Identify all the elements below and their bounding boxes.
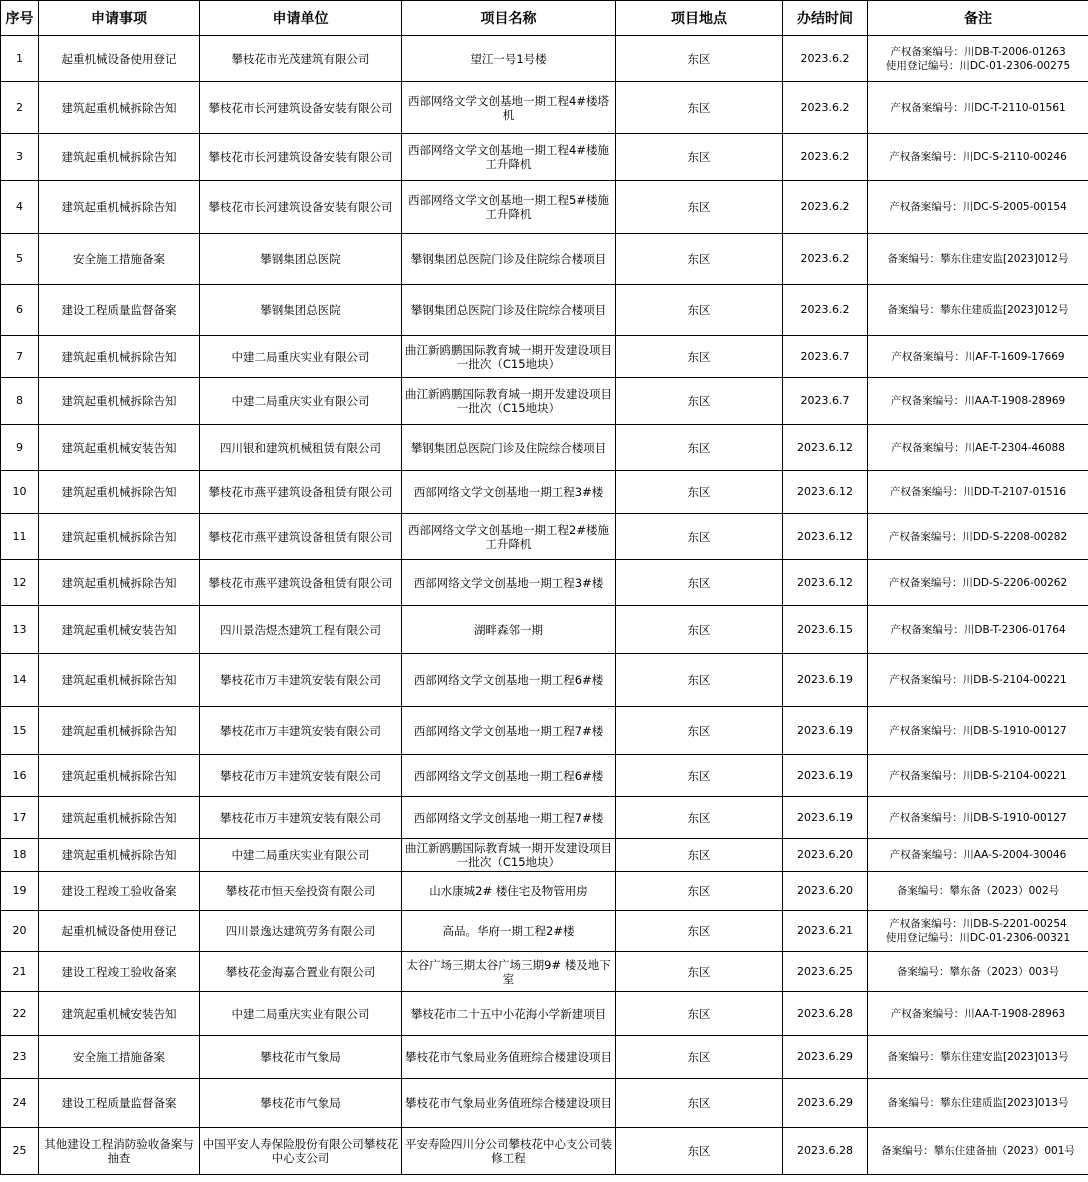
cell-remarks xyxy=(868,285,1088,336)
cell-application-item: 安全施工措施备案 xyxy=(39,1036,200,1079)
cell-application-item: 建筑起重机械拆除告知 xyxy=(39,514,200,560)
cell-completion-date: 2023.6.12 xyxy=(783,514,868,560)
cell-remarks xyxy=(868,992,1088,1036)
table-row xyxy=(1,911,1088,952)
cell-index: 8 xyxy=(1,378,39,425)
cell-applicant-unit: 攀枝花市长河建筑设备安装有限公司 xyxy=(200,82,402,134)
cell-project-location: 东区 xyxy=(616,911,783,952)
cell-applicant-unit: 攀枝花市万丰建筑安装有限公司 xyxy=(200,654,402,707)
cell-completion-date: 2023.6.2 xyxy=(783,36,868,82)
cell-applicant-unit: 攀枝花金海嘉合置业有限公司 xyxy=(200,952,402,992)
header-project-location: 项目地点 xyxy=(616,1,783,36)
remark-line: 备案编号：攀东住建安监[2023]013号 xyxy=(887,1051,1069,1063)
header-row xyxy=(1,1,1088,36)
cell-project-location: 东区 xyxy=(616,378,783,425)
cell-application-item: 建筑起重机械拆除告知 xyxy=(39,797,200,839)
cell-index: 11 xyxy=(1,514,39,560)
cell-project-location: 东区 xyxy=(616,285,783,336)
cell-remarks xyxy=(868,560,1088,606)
cell-project-name: 攀枝花市气象局业务值班综合楼建设项目 xyxy=(402,1079,616,1128)
cell-application-item: 建筑起重机械拆除告知 xyxy=(39,654,200,707)
table-row xyxy=(1,755,1088,797)
cell-application-item: 建筑起重机械拆除告知 xyxy=(39,378,200,425)
cell-remarks xyxy=(868,654,1088,707)
cell-applicant-unit: 中建二局重庆实业有限公司 xyxy=(200,839,402,872)
cell-project-location: 东区 xyxy=(616,134,783,181)
cell-project-name: 太谷广场三期太谷广场三期9# 楼及地下室 xyxy=(402,952,616,992)
cell-applicant-unit: 中建二局重庆实业有限公司 xyxy=(200,336,402,378)
table-row xyxy=(1,234,1088,285)
cell-completion-date: 2023.6.7 xyxy=(783,378,868,425)
cell-project-location: 东区 xyxy=(616,336,783,378)
cell-applicant-unit: 攀枝花市万丰建筑安装有限公司 xyxy=(200,707,402,755)
cell-application-item: 起重机械设备使用登记 xyxy=(39,36,200,82)
cell-project-location: 东区 xyxy=(616,872,783,911)
cell-applicant-unit: 攀枝花市燕平建筑设备租赁有限公司 xyxy=(200,514,402,560)
cell-project-name: 西部网络文学文创基地一期工程3#楼 xyxy=(402,471,616,514)
remark-line-2: 使用登记编号：川DC-01-2306-00275 xyxy=(885,59,1071,72)
cell-project-name: 平安寿险四川分公司攀枝花中心支公司装修工程 xyxy=(402,1128,616,1175)
cell-project-name: 山水康城2# 楼住宅及物管用房 xyxy=(402,872,616,911)
cell-application-item: 安全施工措施备案 xyxy=(39,234,200,285)
cell-application-item: 建筑起重机械拆除告知 xyxy=(39,181,200,234)
remark-line: 备案编号：攀东备（2023）003号 xyxy=(896,965,1060,978)
cell-index: 10 xyxy=(1,471,39,514)
cell-completion-date: 2023.6.29 xyxy=(783,1079,868,1128)
header-remarks: 备注 xyxy=(868,1,1088,36)
cell-application-item: 建筑起重机械拆除告知 xyxy=(39,471,200,514)
table-row xyxy=(1,1128,1088,1175)
cell-index: 9 xyxy=(1,425,39,471)
cell-applicant-unit: 攀枝花市万丰建筑安装有限公司 xyxy=(200,755,402,797)
cell-project-name: 西部网络文学文创基地一期工程3#楼 xyxy=(402,560,616,606)
cell-application-item: 建筑起重机械拆除告知 xyxy=(39,755,200,797)
remark-line: 备案编号：攀东住建备抽（2023）001号 xyxy=(881,1145,1075,1157)
cell-project-location: 东区 xyxy=(616,707,783,755)
cell-project-location: 东区 xyxy=(616,839,783,872)
cell-completion-date: 2023.6.28 xyxy=(783,992,868,1036)
cell-completion-date: 2023.6.28 xyxy=(783,1128,868,1175)
cell-completion-date: 2023.6.2 xyxy=(783,181,868,234)
cell-project-location: 东区 xyxy=(616,181,783,234)
remark-line: 产权备案编号：川AF-T-1609-17669 xyxy=(891,350,1065,363)
cell-remarks xyxy=(868,378,1088,425)
cell-project-location: 东区 xyxy=(616,82,783,134)
remark-line: 产权备案编号：川DC-S-2005-00154 xyxy=(889,201,1067,213)
cell-index: 16 xyxy=(1,755,39,797)
cell-project-name: 西部网络文学文创基地一期工程4#楼施工升降机 xyxy=(402,134,616,181)
cell-index: 5 xyxy=(1,234,39,285)
remark-line: 产权备案编号：川AA-T-1908-28963 xyxy=(890,1007,1066,1020)
cell-remarks xyxy=(868,606,1088,654)
cell-applicant-unit: 攀枝花市万丰建筑安装有限公司 xyxy=(200,797,402,839)
remark-line: 产权备案编号：川DB-S-2104-00221 xyxy=(889,769,1067,782)
cell-project-location: 东区 xyxy=(616,1036,783,1079)
table-row xyxy=(1,134,1088,181)
cell-applicant-unit: 攀枝花市燕平建筑设备租赁有限公司 xyxy=(200,560,402,606)
cell-remarks xyxy=(868,755,1088,797)
table-row xyxy=(1,952,1088,992)
cell-applicant-unit: 中建二局重庆实业有限公司 xyxy=(200,992,402,1036)
header-completion-date: 办结时间 xyxy=(783,1,868,36)
header-project-name: 项目名称 xyxy=(402,1,616,36)
table-row xyxy=(1,82,1088,134)
cell-applicant-unit: 攀枝花市光茂建筑有限公司 xyxy=(200,36,402,82)
cell-completion-date: 2023.6.12 xyxy=(783,560,868,606)
cell-index: 7 xyxy=(1,336,39,378)
remark-line: 产权备案编号：川AA-S-2004-30046 xyxy=(889,849,1067,861)
cell-index: 14 xyxy=(1,654,39,707)
table-row xyxy=(1,378,1088,425)
cell-project-location: 东区 xyxy=(616,606,783,654)
cell-remarks xyxy=(868,1128,1088,1175)
cell-application-item: 建设工程质量监督备案 xyxy=(39,285,200,336)
cell-completion-date: 2023.6.2 xyxy=(783,285,868,336)
table-row xyxy=(1,872,1088,911)
cell-project-name: 西部网络文学文创基地一期工程5#楼施工升降机 xyxy=(402,181,616,234)
cell-applicant-unit: 攀钢集团总医院 xyxy=(200,285,402,336)
table-row xyxy=(1,654,1088,707)
cell-completion-date: 2023.6.19 xyxy=(783,797,868,839)
cell-application-item: 建筑起重机械拆除告知 xyxy=(39,560,200,606)
cell-index: 15 xyxy=(1,707,39,755)
cell-completion-date: 2023.6.2 xyxy=(783,234,868,285)
cell-project-location: 东区 xyxy=(616,560,783,606)
cell-application-item: 建设工程竣工验收备案 xyxy=(39,952,200,992)
cell-completion-date: 2023.6.29 xyxy=(783,1036,868,1079)
cell-application-item: 建设工程竣工验收备案 xyxy=(39,872,200,911)
cell-remarks xyxy=(868,471,1088,514)
cell-application-item: 建筑起重机械拆除告知 xyxy=(39,707,200,755)
cell-completion-date: 2023.6.12 xyxy=(783,425,868,471)
cell-index: 19 xyxy=(1,872,39,911)
cell-remarks xyxy=(868,36,1088,82)
table-row xyxy=(1,1036,1088,1079)
cell-remarks xyxy=(868,707,1088,755)
cell-applicant-unit: 攀枝花市长河建筑设备安装有限公司 xyxy=(200,181,402,234)
cell-applicant-unit: 攀枝花市长河建筑设备安装有限公司 xyxy=(200,134,402,181)
cell-project-location: 东区 xyxy=(616,234,783,285)
cell-index: 24 xyxy=(1,1079,39,1128)
table-body xyxy=(1,36,1088,1175)
cell-application-item: 建筑起重机械安装告知 xyxy=(39,606,200,654)
cell-index: 1 xyxy=(1,36,39,82)
cell-project-location: 东区 xyxy=(616,425,783,471)
table-row xyxy=(1,285,1088,336)
cell-project-location: 东区 xyxy=(616,755,783,797)
cell-completion-date: 2023.6.25 xyxy=(783,952,868,992)
cell-project-location: 东区 xyxy=(616,1128,783,1175)
remark-line: 备案编号：攀东住建质监[2023]013号 xyxy=(887,1097,1069,1109)
cell-project-name: 西部网络文学文创基地一期工程7#楼 xyxy=(402,707,616,755)
cell-index: 21 xyxy=(1,952,39,992)
remark-line: 产权备案编号：川DB-S-1910-00127 xyxy=(889,724,1067,737)
remark-line: 产权备案编号：川AA-T-1908-28969 xyxy=(890,395,1066,407)
table-row xyxy=(1,514,1088,560)
cell-project-name: 西部网络文学文创基地一期工程6#楼 xyxy=(402,654,616,707)
cell-application-item: 建筑起重机械拆除告知 xyxy=(39,839,200,872)
cell-project-name: 西部网络文学文创基地一期工程7#楼 xyxy=(402,797,616,839)
cell-index: 20 xyxy=(1,911,39,952)
cell-project-name: 西部网络文学文创基地一期工程4#楼塔机 xyxy=(402,82,616,134)
remark-line-2: 使用登记编号：川DC-01-2306-00321 xyxy=(885,932,1071,944)
cell-project-name: 攀钢集团总医院门诊及住院综合楼项目 xyxy=(402,234,616,285)
cell-applicant-unit: 攀钢集团总医院 xyxy=(200,234,402,285)
table-row xyxy=(1,606,1088,654)
cell-application-item: 起重机械设备使用登记 xyxy=(39,911,200,952)
table-row xyxy=(1,336,1088,378)
cell-index: 25 xyxy=(1,1128,39,1175)
remark-line: 产权备案编号：川DB-T-2006-01263 xyxy=(890,45,1066,58)
table-row xyxy=(1,560,1088,606)
header-index: 序号 xyxy=(1,1,39,36)
cell-remarks xyxy=(868,839,1088,872)
cell-completion-date: 2023.6.20 xyxy=(783,872,868,911)
table-row xyxy=(1,471,1088,514)
cell-completion-date: 2023.6.21 xyxy=(783,911,868,952)
cell-remarks xyxy=(868,134,1088,181)
table-row xyxy=(1,1079,1088,1128)
cell-remarks xyxy=(868,1036,1088,1079)
cell-applicant-unit: 攀枝花市燕平建筑设备租赁有限公司 xyxy=(200,471,402,514)
cell-project-location: 东区 xyxy=(616,797,783,839)
cell-index: 12 xyxy=(1,560,39,606)
remark-line: 产权备案编号：川AE-T-2304-46088 xyxy=(891,441,1065,454)
cell-completion-date: 2023.6.19 xyxy=(783,755,868,797)
remark-line: 备案编号：攀东住建安监[2023]012号 xyxy=(887,253,1069,265)
cell-applicant-unit: 攀枝花市气象局 xyxy=(200,1079,402,1128)
cell-application-item: 建设工程质量监督备案 xyxy=(39,1079,200,1128)
cell-remarks xyxy=(868,514,1088,560)
cell-remarks xyxy=(868,425,1088,471)
cell-completion-date: 2023.6.19 xyxy=(783,654,868,707)
cell-remarks xyxy=(868,911,1088,952)
cell-project-location: 东区 xyxy=(616,992,783,1036)
header-application-item: 申请事项 xyxy=(39,1,200,36)
cell-project-location: 东区 xyxy=(616,952,783,992)
cell-project-name: 西部网络文学文创基地一期工程6#楼 xyxy=(402,755,616,797)
cell-index: 3 xyxy=(1,134,39,181)
cell-project-location: 东区 xyxy=(616,471,783,514)
cell-project-name: 攀钢集团总医院门诊及住院综合楼项目 xyxy=(402,285,616,336)
remark-line: 产权备案编号：川DB-T-2306-01764 xyxy=(890,623,1066,636)
cell-completion-date: 2023.6.15 xyxy=(783,606,868,654)
table-row xyxy=(1,839,1088,872)
cell-remarks xyxy=(868,336,1088,378)
remark-line: 产权备案编号：川DB-S-1910-00127 xyxy=(889,811,1067,824)
header-applicant-unit: 申请单位 xyxy=(200,1,402,36)
cell-completion-date: 2023.6.19 xyxy=(783,707,868,755)
table-row xyxy=(1,797,1088,839)
cell-project-name: 曲江新鸥鹏国际教育城一期开发建设项目一批次（C15地块） xyxy=(402,336,616,378)
cell-project-name: 高品。华府一期工程2#楼 xyxy=(402,911,616,952)
cell-completion-date: 2023.6.2 xyxy=(783,134,868,181)
remark-line: 产权备案编号：川DD-T-2107-01516 xyxy=(889,486,1067,498)
cell-applicant-unit: 攀枝花市气象局 xyxy=(200,1036,402,1079)
cell-index: 4 xyxy=(1,181,39,234)
cell-index: 22 xyxy=(1,992,39,1036)
cell-application-item: 建筑起重机械拆除告知 xyxy=(39,336,200,378)
cell-project-location: 东区 xyxy=(616,1079,783,1128)
cell-project-name: 攀枝花市二十五中小花海小学新建项目 xyxy=(402,992,616,1036)
cell-project-name: 曲江新鸥鹏国际教育城一期开发建设项目一批次（C15地块） xyxy=(402,839,616,872)
cell-completion-date: 2023.6.7 xyxy=(783,336,868,378)
cell-applicant-unit: 四川景浩煜杰建筑工程有限公司 xyxy=(200,606,402,654)
cell-remarks xyxy=(868,1079,1088,1128)
cell-completion-date: 2023.6.2 xyxy=(783,82,868,134)
cell-project-name: 攀枝花市气象局业务值班综合楼建设项目 xyxy=(402,1036,616,1079)
cell-index: 2 xyxy=(1,82,39,134)
cell-project-name: 曲江新鸥鹏国际教育城一期开发建设项目一批次（C15地块） xyxy=(402,378,616,425)
cell-remarks xyxy=(868,797,1088,839)
cell-project-name: 望江一号1号楼 xyxy=(402,36,616,82)
cell-application-item: 建筑起重机械安装告知 xyxy=(39,992,200,1036)
cell-project-location: 东区 xyxy=(616,36,783,82)
cell-application-item: 建筑起重机械安装告知 xyxy=(39,425,200,471)
cell-application-item: 其他建设工程消防验收备案与抽查 xyxy=(39,1128,200,1175)
cell-project-name: 西部网络文学文创基地一期工程2#楼施工升降机 xyxy=(402,514,616,560)
table-row xyxy=(1,425,1088,471)
cell-index: 6 xyxy=(1,285,39,336)
cell-index: 18 xyxy=(1,839,39,872)
cell-remarks xyxy=(868,181,1088,234)
cell-applicant-unit: 四川景逸达建筑劳务有限公司 xyxy=(200,911,402,952)
remark-line: 备案编号：攀东住建质监[2023]012号 xyxy=(887,304,1069,316)
cell-project-location: 东区 xyxy=(616,514,783,560)
cell-applicant-unit: 中建二局重庆实业有限公司 xyxy=(200,378,402,425)
cell-completion-date: 2023.6.12 xyxy=(783,471,868,514)
remark-line: 产权备案编号：川DB-S-2201-00254 xyxy=(889,918,1067,930)
cell-remarks xyxy=(868,872,1088,911)
cell-applicant-unit: 四川银和建筑机械租赁有限公司 xyxy=(200,425,402,471)
table-row xyxy=(1,181,1088,234)
cell-completion-date: 2023.6.20 xyxy=(783,839,868,872)
cell-index: 23 xyxy=(1,1036,39,1079)
table-row xyxy=(1,707,1088,755)
remark-line: 产权备案编号：川DD-S-2206-00262 xyxy=(888,576,1068,589)
cell-remarks xyxy=(868,82,1088,134)
cell-application-item: 建筑起重机械拆除告知 xyxy=(39,134,200,181)
cell-applicant-unit: 中国平安人寿保险股份有限公司攀枝花中心支公司 xyxy=(200,1128,402,1175)
cell-application-item: 建筑起重机械拆除告知 xyxy=(39,82,200,134)
remark-line: 产权备案编号：川DC-S-2110-00246 xyxy=(889,151,1067,163)
cell-index: 13 xyxy=(1,606,39,654)
cell-project-name: 攀钢集团总医院门诊及住院综合楼项目 xyxy=(402,425,616,471)
cell-project-name: 湖畔森邻一期 xyxy=(402,606,616,654)
cell-remarks xyxy=(868,952,1088,992)
cell-index: 17 xyxy=(1,797,39,839)
remark-line: 备案编号：攀东备（2023）002号 xyxy=(896,885,1060,897)
cell-remarks xyxy=(868,234,1088,285)
cell-applicant-unit: 攀枝花市恒天垒投资有限公司 xyxy=(200,872,402,911)
remark-line: 产权备案编号：川DD-S-2208-00282 xyxy=(888,530,1068,543)
cell-project-location: 东区 xyxy=(616,654,783,707)
table-row xyxy=(1,992,1088,1036)
remark-line: 产权备案编号：川DB-S-2104-00221 xyxy=(889,674,1067,686)
table-row xyxy=(1,36,1088,82)
table-header xyxy=(1,1,1088,36)
remark-line: 产权备案编号：川DC-T-2110-01561 xyxy=(890,101,1066,114)
